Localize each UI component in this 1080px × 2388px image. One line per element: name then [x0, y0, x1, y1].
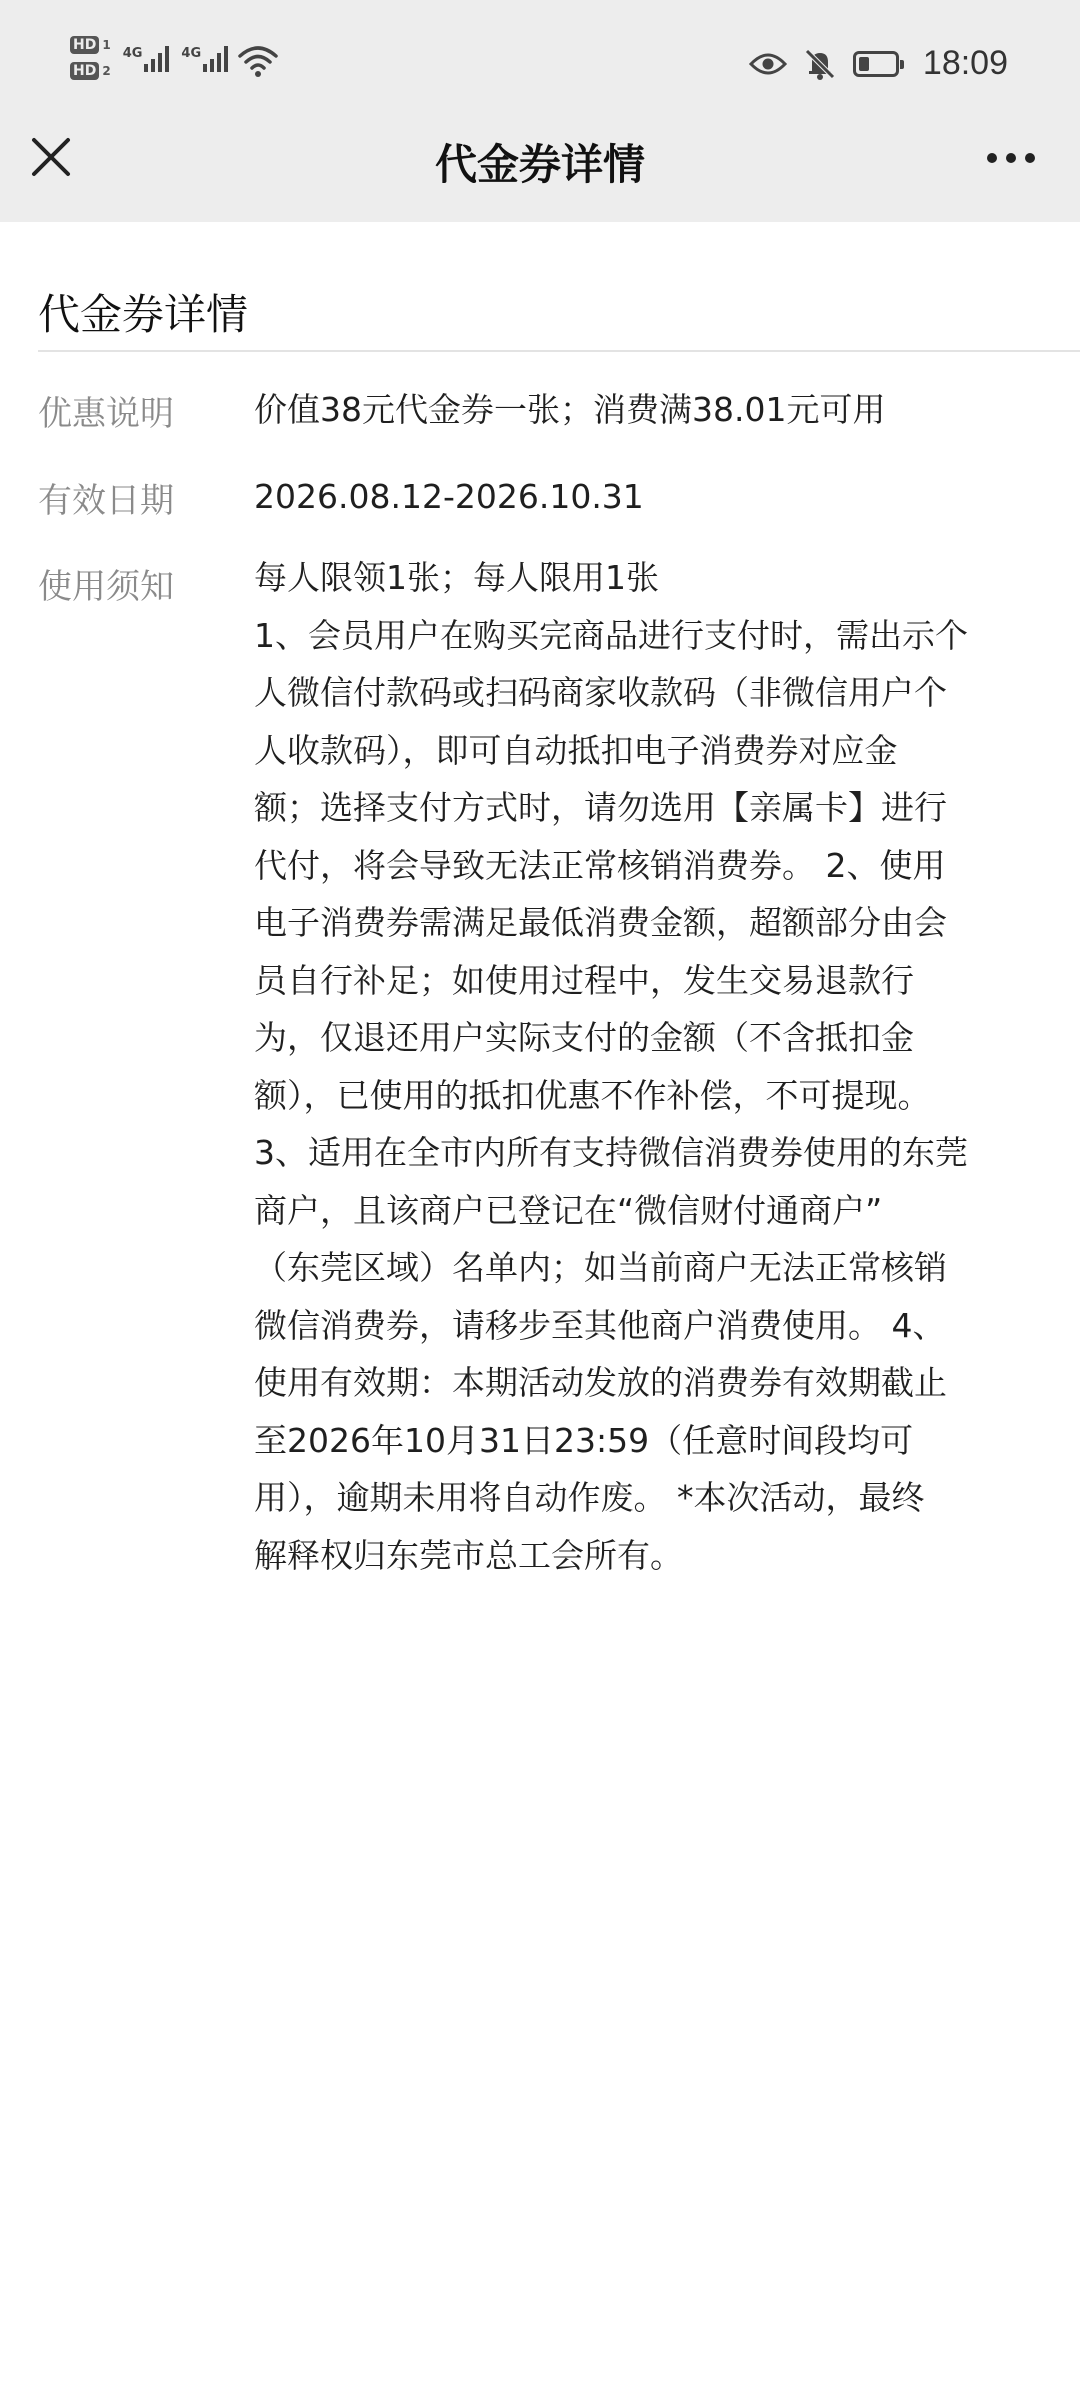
sim2-hd-icon: HD 2 [70, 62, 111, 80]
detail-value: 价值38元代金券一张；消费满38.01元可用 [254, 390, 886, 429]
notice-line: 商户，且该商户已登记在“微信财付通商户” [254, 1190, 883, 1230]
top-area [0, 0, 1080, 222]
bell-muted-icon [803, 47, 837, 81]
more-icon[interactable] [986, 146, 1036, 170]
status-left [70, 36, 278, 80]
notice-line: 至2026年10月31日23:59（任意时间段均可 [254, 1420, 914, 1460]
notice-line: 微信消费券，请移步至其他商户消费使用。 4、 [254, 1305, 946, 1345]
battery-icon [853, 51, 899, 77]
detail-label: 使用须知 [38, 567, 174, 607]
detail-label: 有效日期 [38, 481, 174, 521]
detail-label: 优惠说明 [38, 394, 174, 434]
nav-bar [0, 110, 1080, 222]
divider [38, 350, 1080, 352]
notice-line: 额），已使用的抵扣优惠不作补偿，不可提现。 [254, 1075, 931, 1115]
notice-line: 电子消费券需满足最低消费金额，超额部分由会 [254, 903, 947, 942]
notice-text [254, 549, 1074, 1584]
page-title: 代金券详情 [434, 140, 645, 189]
detail-value: 2026.08.12-2026.10.31 [254, 477, 644, 516]
notice-line: 员自行补足；如使用过程中，发生交易退款行 [254, 960, 914, 1000]
sim-indicators [70, 36, 111, 80]
notice-line: 3、适用在全市内所有支持微信消费券使用的东莞 [254, 1133, 968, 1172]
sim1-hd-icon: HD 1 [70, 36, 111, 54]
notice-line: 每人限领1张；每人限用1张 [254, 558, 659, 597]
notice-line: 为，仅退还用户实际支付的金额（不含抵扣金 [254, 1018, 914, 1057]
notice-line: 1、会员用户在购买完商品进行支付时，需出示个 [254, 615, 968, 655]
status-right [749, 44, 1008, 83]
notice-line: （东莞区域）名单内；如当前商户无法正常核销 [254, 1248, 947, 1287]
notice-line: 代付，将会导致无法正常核销消费券。 2、使用 [254, 845, 946, 885]
notice-line: 解释权归东莞市总工会所有。 [254, 1535, 683, 1575]
notice-line: 使用有效期：本期活动发放的消费券有效期截止 [254, 1363, 947, 1402]
clock: 18:09 [922, 44, 1008, 82]
eye-icon [749, 50, 787, 78]
notice-line: 额；选择支付方式时，请勿选用【亲属卡】进行 [254, 788, 947, 827]
signal-2-icon: 4G [181, 38, 228, 78]
notice-line: 人微信付款码或扫码商家收款码（非微信用户个 [254, 673, 947, 712]
notice-line: 人收款码），即可自动抵扣电子消费券对应金 [254, 730, 898, 770]
signal-1-icon: 4G [123, 38, 170, 78]
notice-line: 用），逾期未用将自动作废。 *本次活动，最终 [254, 1478, 925, 1517]
section-title: 代金券详情 [38, 290, 249, 339]
wifi-icon [238, 44, 278, 78]
